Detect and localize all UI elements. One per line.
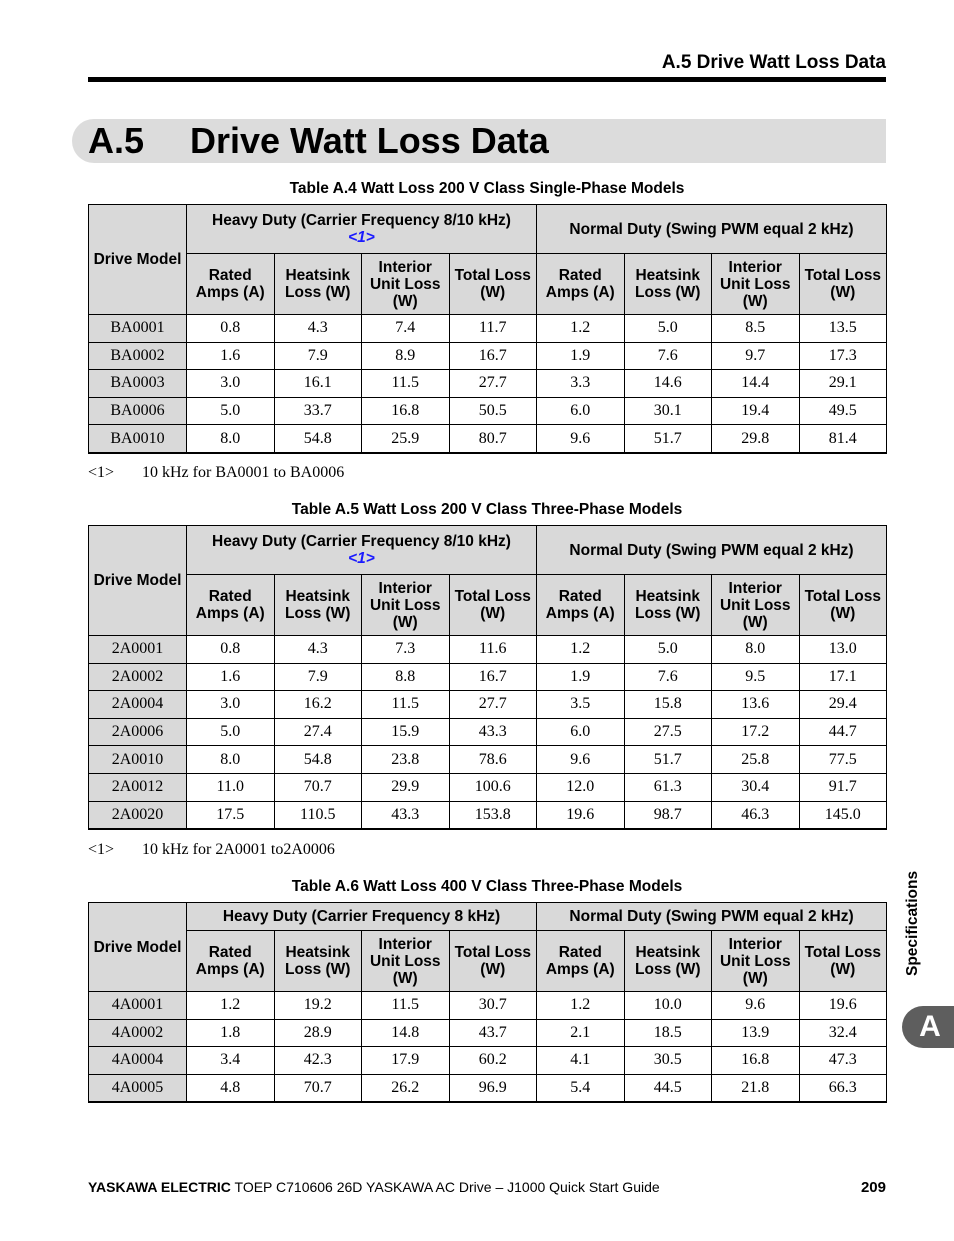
value-cell: 10.0 xyxy=(624,992,712,1020)
column-header: Heatsink Loss (W) xyxy=(624,254,712,315)
table-row xyxy=(89,691,887,719)
drive-model-header: Drive Model xyxy=(89,205,187,315)
footnote-ref-link[interactable]: <1> xyxy=(348,550,375,567)
heavy-duty-header: Heavy Duty (Carrier Frequency 8 kHz) xyxy=(187,903,537,931)
value-cell: 0.8 xyxy=(187,636,275,664)
value-cell: 9.6 xyxy=(712,992,800,1020)
table-row xyxy=(89,773,887,801)
table-row xyxy=(89,1019,887,1047)
column-header: Interior Unit Loss (W) xyxy=(362,575,450,636)
value-cell: 51.7 xyxy=(624,425,712,453)
drive-model-cell: BA0003 xyxy=(89,370,187,398)
normal-duty-header: Normal Duty (Swing PWM equal 2 kHz) xyxy=(537,205,887,254)
value-cell: 5.0 xyxy=(187,397,275,425)
drive-model-cell: 2A0004 xyxy=(89,691,187,719)
value-cell: 7.9 xyxy=(274,342,362,370)
value-cell: 43.3 xyxy=(449,718,537,746)
value-cell: 16.8 xyxy=(362,397,450,425)
column-header: Heatsink Loss (W) xyxy=(274,254,362,315)
value-cell: 4.3 xyxy=(274,636,362,664)
table-row xyxy=(89,992,887,1020)
value-cell: 1.8 xyxy=(187,1019,275,1047)
value-cell: 13.5 xyxy=(799,315,887,343)
value-cell: 29.9 xyxy=(362,773,450,801)
value-cell: 81.4 xyxy=(799,425,887,453)
column-header: Interior Unit Loss (W) xyxy=(362,254,450,315)
value-cell: 54.8 xyxy=(274,425,362,453)
value-cell: 30.7 xyxy=(449,992,537,1020)
table-row xyxy=(89,342,887,370)
table-row xyxy=(89,370,887,398)
value-cell: 46.3 xyxy=(712,801,800,829)
table-row xyxy=(89,636,887,664)
table-a5-footnote xyxy=(88,841,335,859)
value-cell: 8.0 xyxy=(187,746,275,774)
value-cell: 1.9 xyxy=(537,342,625,370)
value-cell: 8.0 xyxy=(712,636,800,664)
value-cell: 1.2 xyxy=(537,992,625,1020)
value-cell: 17.1 xyxy=(799,663,887,691)
column-header: Interior Unit Loss (W) xyxy=(712,254,800,315)
column-header: Rated Amps (A) xyxy=(187,575,275,636)
footnote-text: 10 kHz for BA0001 to BA0006 xyxy=(142,464,345,481)
table-a4 xyxy=(88,204,887,454)
value-cell: 27.7 xyxy=(449,370,537,398)
drive-model-cell: 2A0002 xyxy=(89,663,187,691)
value-cell: 7.9 xyxy=(274,663,362,691)
value-cell: 43.3 xyxy=(362,801,450,829)
normal-duty-header: Normal Duty (Swing PWM equal 2 kHz) xyxy=(537,526,887,575)
column-header: Rated Amps (A) xyxy=(537,254,625,315)
value-cell: 25.8 xyxy=(712,746,800,774)
table-row xyxy=(89,397,887,425)
value-cell: 49.5 xyxy=(799,397,887,425)
value-cell: 32.4 xyxy=(799,1019,887,1047)
value-cell: 14.6 xyxy=(624,370,712,398)
value-cell: 15.8 xyxy=(624,691,712,719)
value-cell: 16.1 xyxy=(274,370,362,398)
heavy-duty-header xyxy=(187,205,537,254)
value-cell: 50.5 xyxy=(449,397,537,425)
heavy-duty-label: Heavy Duty (Carrier Frequency 8/10 kHz) xyxy=(212,533,511,550)
header-rule xyxy=(88,77,886,82)
value-cell: 1.6 xyxy=(187,342,275,370)
column-header: Rated Amps (A) xyxy=(187,254,275,315)
value-cell: 3.0 xyxy=(187,691,275,719)
footer-brand: YASKAWA ELECTRIC xyxy=(88,1179,231,1195)
normal-duty-header: Normal Duty (Swing PWM equal 2 kHz) xyxy=(537,903,887,931)
appendix-tab[interactable]: A xyxy=(902,1006,954,1048)
drive-model-cell: 2A0001 xyxy=(89,636,187,664)
value-cell: 17.2 xyxy=(712,718,800,746)
drive-model-cell: 2A0012 xyxy=(89,773,187,801)
value-cell: 7.3 xyxy=(362,636,450,664)
drive-model-cell: 2A0020 xyxy=(89,801,187,829)
running-head: A.5 Drive Watt Loss Data xyxy=(661,52,886,73)
column-header: Interior Unit Loss (W) xyxy=(712,575,800,636)
column-header: Total Loss (W) xyxy=(799,931,887,992)
section-title: Drive Watt Loss Data xyxy=(190,120,549,161)
value-cell: 6.0 xyxy=(537,397,625,425)
value-cell: 6.0 xyxy=(537,718,625,746)
table-row xyxy=(89,1074,887,1102)
value-cell: 27.7 xyxy=(449,691,537,719)
value-cell: 8.9 xyxy=(362,342,450,370)
value-cell: 44.5 xyxy=(624,1074,712,1102)
value-cell: 1.6 xyxy=(187,663,275,691)
value-cell: 30.5 xyxy=(624,1047,712,1075)
column-header: Interior Unit Loss (W) xyxy=(712,931,800,992)
value-cell: 8.0 xyxy=(187,425,275,453)
value-cell: 19.4 xyxy=(712,397,800,425)
value-cell: 60.2 xyxy=(449,1047,537,1075)
drive-model-cell: BA0002 xyxy=(89,342,187,370)
value-cell: 27.4 xyxy=(274,718,362,746)
value-cell: 98.7 xyxy=(624,801,712,829)
value-cell: 16.8 xyxy=(712,1047,800,1075)
value-cell: 13.9 xyxy=(712,1019,800,1047)
value-cell: 43.7 xyxy=(449,1019,537,1047)
value-cell: 29.1 xyxy=(799,370,887,398)
drive-model-cell: 4A0002 xyxy=(89,1019,187,1047)
value-cell: 61.3 xyxy=(624,773,712,801)
column-header: Rated Amps (A) xyxy=(537,575,625,636)
value-cell: 30.4 xyxy=(712,773,800,801)
value-cell: 16.7 xyxy=(449,342,537,370)
value-cell: 11.5 xyxy=(362,691,450,719)
page-number: 209 xyxy=(860,1179,886,1196)
drive-model-cell: 2A0006 xyxy=(89,718,187,746)
value-cell: 19.6 xyxy=(537,801,625,829)
value-cell: 1.2 xyxy=(537,636,625,664)
table-a4-caption: Table A.4 Watt Loss 200 V Class Single-Phase Models xyxy=(289,180,685,197)
value-cell: 110.5 xyxy=(274,801,362,829)
heavy-duty-header xyxy=(187,526,537,575)
value-cell: 44.7 xyxy=(799,718,887,746)
value-cell: 9.7 xyxy=(712,342,800,370)
value-cell: 4.3 xyxy=(274,315,362,343)
column-header: Heatsink Loss (W) xyxy=(624,575,712,636)
value-cell: 11.5 xyxy=(362,992,450,1020)
value-cell: 80.7 xyxy=(449,425,537,453)
table-row xyxy=(89,663,887,691)
drive-model-header: Drive Model xyxy=(89,903,187,992)
value-cell: 153.8 xyxy=(449,801,537,829)
footer-doc-title: TOEP C710606 26D YASKAWA AC Drive – J1000 Quick Start Guide xyxy=(234,1179,660,1195)
table-a6-caption: Table A.6 Watt Loss 400 V Class Three-Phase Models xyxy=(291,878,683,895)
value-cell: 5.0 xyxy=(187,718,275,746)
value-cell: 66.3 xyxy=(799,1074,887,1102)
value-cell: 25.9 xyxy=(362,425,450,453)
value-cell: 21.8 xyxy=(712,1074,800,1102)
value-cell: 9.6 xyxy=(537,425,625,453)
value-cell: 78.6 xyxy=(449,746,537,774)
value-cell: 14.4 xyxy=(712,370,800,398)
value-cell: 9.5 xyxy=(712,663,800,691)
column-header: Interior Unit Loss (W) xyxy=(362,931,450,992)
value-cell: 91.7 xyxy=(799,773,887,801)
column-header: Heatsink Loss (W) xyxy=(274,931,362,992)
value-cell: 33.7 xyxy=(274,397,362,425)
value-cell: 17.5 xyxy=(187,801,275,829)
value-cell: 30.1 xyxy=(624,397,712,425)
footnote-text: 10 kHz for 2A0001 to2A0006 xyxy=(142,841,335,858)
value-cell: 17.9 xyxy=(362,1047,450,1075)
value-cell: 16.2 xyxy=(274,691,362,719)
section-number: A.5 xyxy=(88,120,145,161)
footnote-mark: <1> xyxy=(88,464,115,481)
table-row xyxy=(89,718,887,746)
column-header: Rated Amps (A) xyxy=(187,931,275,992)
column-header: Heatsink Loss (W) xyxy=(624,931,712,992)
value-cell: 145.0 xyxy=(799,801,887,829)
table-row xyxy=(89,801,887,829)
page-footer xyxy=(88,1179,886,1195)
drive-model-header: Drive Model xyxy=(89,526,187,636)
value-cell: 19.2 xyxy=(274,992,362,1020)
column-header: Total Loss (W) xyxy=(799,254,887,315)
value-cell: 16.7 xyxy=(449,663,537,691)
value-cell: 100.6 xyxy=(449,773,537,801)
drive-model-cell: 4A0001 xyxy=(89,992,187,1020)
table-row xyxy=(89,1047,887,1075)
value-cell: 3.5 xyxy=(537,691,625,719)
drive-model-cell: BA0006 xyxy=(89,397,187,425)
drive-model-cell: BA0010 xyxy=(89,425,187,453)
drive-model-cell: BA0001 xyxy=(89,315,187,343)
value-cell: 11.7 xyxy=(449,315,537,343)
table-row xyxy=(89,425,887,453)
drive-model-cell: 2A0010 xyxy=(89,746,187,774)
column-header: Total Loss (W) xyxy=(449,575,537,636)
table-row xyxy=(89,746,887,774)
footnote-ref-link[interactable]: <1> xyxy=(348,229,375,246)
value-cell: 19.6 xyxy=(799,992,887,1020)
value-cell: 3.4 xyxy=(187,1047,275,1075)
value-cell: 1.9 xyxy=(537,663,625,691)
value-cell: 29.8 xyxy=(712,425,800,453)
value-cell: 42.3 xyxy=(274,1047,362,1075)
value-cell: 27.5 xyxy=(624,718,712,746)
table-row xyxy=(89,315,887,343)
value-cell: 26.2 xyxy=(362,1074,450,1102)
value-cell: 13.0 xyxy=(799,636,887,664)
drive-model-cell: 4A0004 xyxy=(89,1047,187,1075)
value-cell: 11.5 xyxy=(362,370,450,398)
value-cell: 7.6 xyxy=(624,663,712,691)
value-cell: 4.1 xyxy=(537,1047,625,1075)
value-cell: 3.0 xyxy=(187,370,275,398)
value-cell: 8.8 xyxy=(362,663,450,691)
value-cell: 3.3 xyxy=(537,370,625,398)
table-a6 xyxy=(88,902,887,1103)
value-cell: 54.8 xyxy=(274,746,362,774)
value-cell: 5.0 xyxy=(624,636,712,664)
table-a4-footnote xyxy=(88,464,344,482)
column-header: Total Loss (W) xyxy=(449,254,537,315)
value-cell: 11.6 xyxy=(449,636,537,664)
column-header: Total Loss (W) xyxy=(449,931,537,992)
value-cell: 13.6 xyxy=(712,691,800,719)
value-cell: 2.1 xyxy=(537,1019,625,1047)
value-cell: 29.4 xyxy=(799,691,887,719)
value-cell: 15.9 xyxy=(362,718,450,746)
value-cell: 11.0 xyxy=(187,773,275,801)
table-a5-caption: Table A.5 Watt Loss 200 V Class Three-Phase Models xyxy=(291,501,683,518)
side-section-label: Specifications xyxy=(904,870,921,976)
value-cell: 8.5 xyxy=(712,315,800,343)
value-cell: 47.3 xyxy=(799,1047,887,1075)
column-header: Rated Amps (A) xyxy=(537,931,625,992)
value-cell: 77.5 xyxy=(799,746,887,774)
value-cell: 12.0 xyxy=(537,773,625,801)
value-cell: 9.6 xyxy=(537,746,625,774)
value-cell: 70.7 xyxy=(274,773,362,801)
table-a5 xyxy=(88,525,887,830)
value-cell: 4.8 xyxy=(187,1074,275,1102)
value-cell: 23.8 xyxy=(362,746,450,774)
heavy-duty-label: Heavy Duty (Carrier Frequency 8/10 kHz) xyxy=(212,212,511,229)
value-cell: 17.3 xyxy=(799,342,887,370)
value-cell: 51.7 xyxy=(624,746,712,774)
drive-model-cell: 4A0005 xyxy=(89,1074,187,1102)
value-cell: 14.8 xyxy=(362,1019,450,1047)
value-cell: 96.9 xyxy=(449,1074,537,1102)
value-cell: 7.6 xyxy=(624,342,712,370)
value-cell: 18.5 xyxy=(624,1019,712,1047)
column-header: Heatsink Loss (W) xyxy=(274,575,362,636)
value-cell: 28.9 xyxy=(274,1019,362,1047)
footnote-mark: <1> xyxy=(88,841,115,858)
value-cell: 70.7 xyxy=(274,1074,362,1102)
value-cell: 1.2 xyxy=(537,315,625,343)
value-cell: 1.2 xyxy=(187,992,275,1020)
value-cell: 7.4 xyxy=(362,315,450,343)
value-cell: 5.4 xyxy=(537,1074,625,1102)
value-cell: 0.8 xyxy=(187,315,275,343)
value-cell: 5.0 xyxy=(624,315,712,343)
column-header: Total Loss (W) xyxy=(799,575,887,636)
